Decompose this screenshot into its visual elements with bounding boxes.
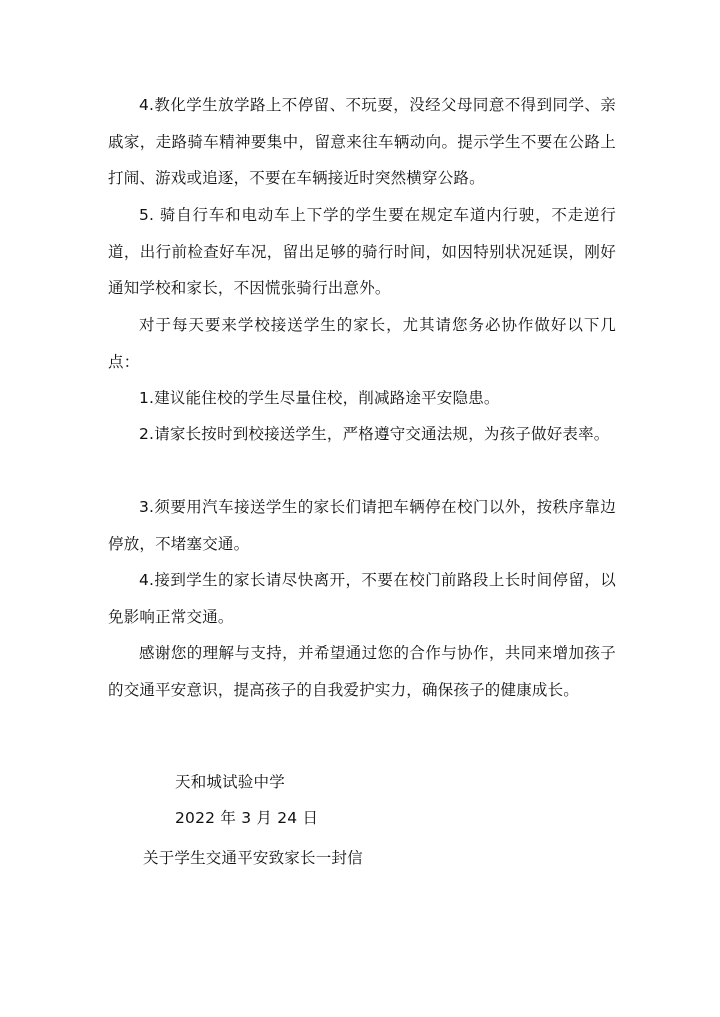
paragraph-parents-intro: 对于每天要来学校接送学生的家长，尤其请您务必协作做好以下几点： [108, 316, 616, 371]
paragraph-item-5-cycling: 5. 骑自行车和电动车上下学的学生要在规定车道内行驶，不走逆行道，出行前检查好车况，留出足够的骑行时间，如因特别状况延误，刚好通知学校和家长，不因慌张骑行出意外。 [108, 206, 616, 297]
paragraph-item-4-safety: 4.教化学生放学路上不停留、不玩耍，没经父母同意不得到同学、亲戚家，走路骑车精神要集中，留意来往车辆动向。提示学生不要在公路上打闹、游戏或追逐，不要在车辆接近时突然横穿公路。 [108, 96, 616, 187]
signature-school: 天和城试验中学 [175, 773, 285, 791]
signature-date: 2022 年 3 月 24 日 [175, 809, 319, 827]
next-letter-title: 关于学生交通平安致家长一封信 [143, 849, 363, 867]
paragraph-point-3: 3.须要用汽车接送学生的家长们请把车辆停在校门以外，按秩序靠边停放，不堵塞交通。 [108, 498, 616, 553]
paragraph-point-2: 2.请家长按时到校接送学生，严格遵守交通法规，为孩子做好表率。 [139, 425, 610, 443]
paragraph-point-4: 4.接到学生的家长请尽快离开，不要在校门前路段上长时间停留，以免影响正常交通。 [108, 571, 616, 626]
paragraph-point-1: 1.建议能住校的学生尽量住校，削减路途平安隐患。 [139, 389, 500, 407]
paragraph-thanks: 感谢您的理解与支持，并希望通过您的合作与协作，共同来增加孩子的交通平安意识，提高孩子的自我爱护实力，确保孩子的健康成长。 [108, 644, 616, 699]
